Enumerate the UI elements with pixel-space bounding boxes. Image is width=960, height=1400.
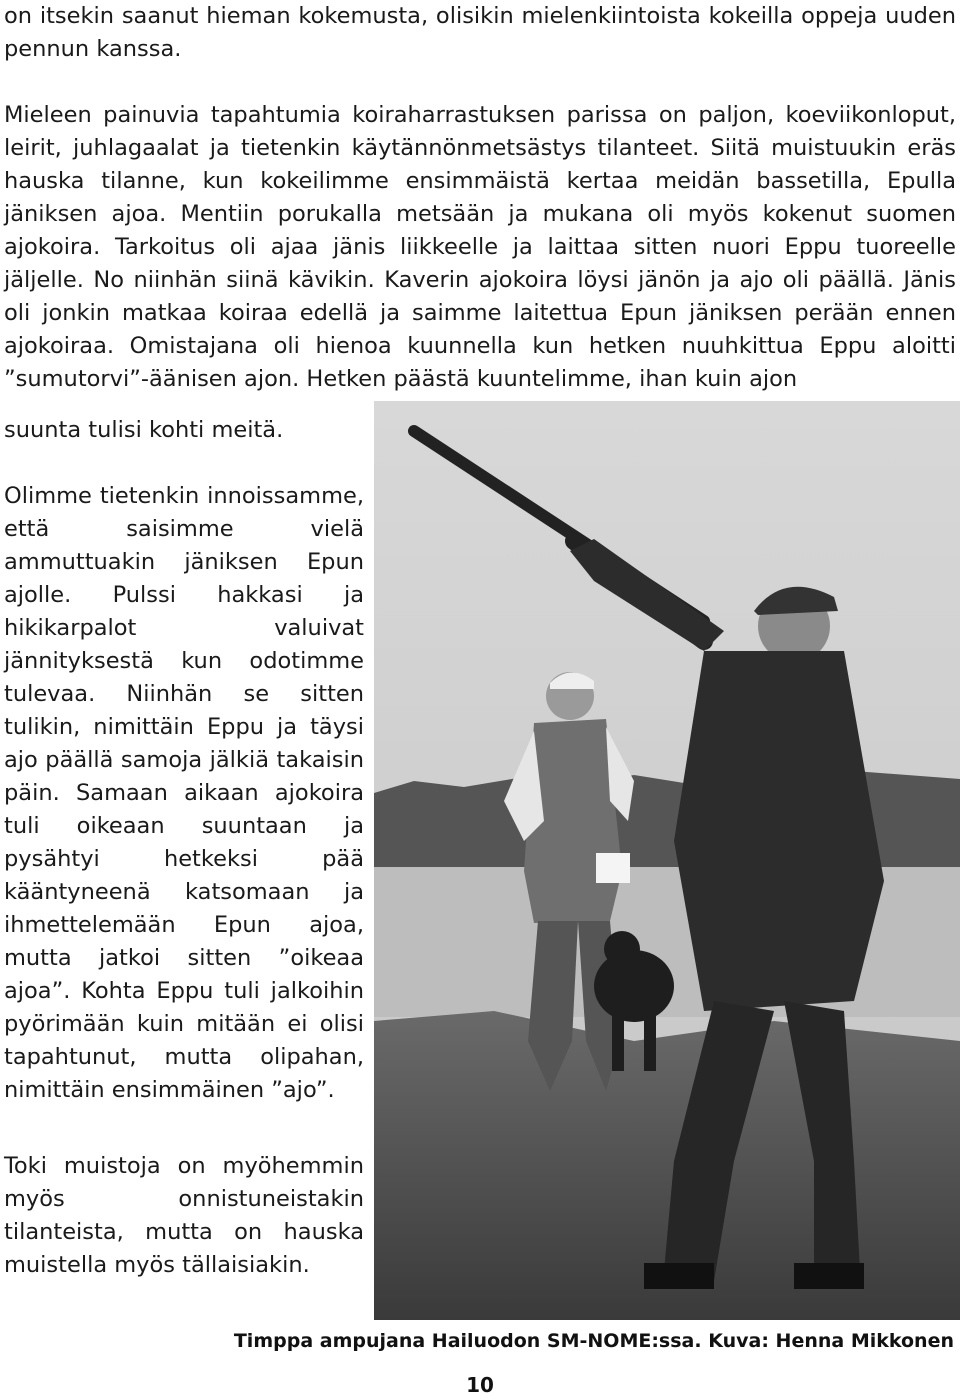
paragraph-four: Toki muistoja on myöhemmin myös onnistuneistakin tilanteista, mutta on hauska muistella myös tällaisiakin.: [4, 1153, 364, 1278]
hunting-photo: [374, 401, 960, 1320]
hunting-photo-illustration: [374, 401, 960, 1320]
paragraph-three: Olimme tietenkin innoissamme, että saisimme vielä ammuttuakin jäniksen Epun ajolle. Pulssi hakkasi ja hikikarpalot valuivat jännityksestä kun odotimme tulevaa. Niinhän se sitten tulikin, nimittäin Eppu ja täysi ajo päällä samoja jälkiä takaisin päin. Samaan aikaan ajokoira tuli oikeaan suuntaan ja pysähtyi hetkeksi pää kääntyneenä katsomaan ja ihmettelemään Epun ajoa, mutta jatkoi sitten ”oikeaa ajoa”. Kohta Eppu tuli jalkoihin pyörimään kuin mitään ei olisi tapahtunut, mutta olipahan, nimittäin ensimmäinen ”ajo”.: [4, 483, 364, 1103]
article-top-text: [4, 0, 956, 396]
page-number: 10: [466, 1373, 494, 1397]
intro-paragraph: on itsekin saanut hieman kokemusta, olisikin mielenkiintoista kokeilla oppeja uuden pennun kanssa.: [4, 3, 956, 62]
paragraph-gap: [4, 1107, 364, 1150]
paragraph-two: Mieleen painuvia tapahtumia koiraharrastuksen parissa on paljon, koeviikonloput, leirit, juhlagaalat ja tietenkin käytännönmetsästys tilanteet. Siitä muistuukin eräs hauska tilanne, kun kokeilimme ensimmäistä kertaa meidän bassetilla, Epulla jäniksen ajoa. Mentiin porukalla metsään ja mukana oli myös kokenut suomen ajokoira. Tarkoitus oli ajaa jänis liikkeelle ja laittaa sitten nuori Eppu tuoreelle jäljelle. No niinhän siinä kävikin. Kaverin ajokoira löysi jänön ja ajo oli päällä. Jänis oli jonkin matkaa koiraa edellä ja saimme laitettua Epun jäniksen perään ennen ajokoiraa. Omistajana oli hienoa kuunnella kun hetken nuuhkittua Eppu aloitti ”sumutorvi”-äänisen ajon. Hetken päästä kuuntelimme, ihan kuin ajon: [4, 102, 956, 392]
photo-caption: Timppa ampujana Hailuodon SM-NOME:ssa. Kuva: Henna Mikkonen: [233, 1330, 954, 1352]
article-left-column: [4, 480, 364, 1282]
paragraph-two-end: suunta tulisi kohti meitä.: [4, 417, 284, 443]
paragraph-gap: [4, 66, 956, 99]
